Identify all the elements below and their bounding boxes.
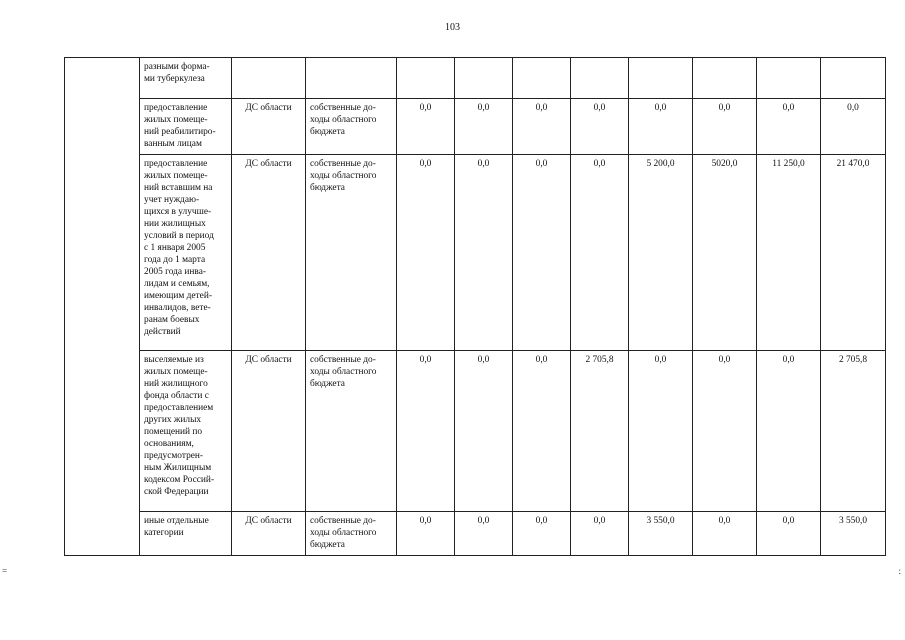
value-cell: 0,0 <box>397 155 455 351</box>
value-cell: 0,0 <box>757 99 821 155</box>
value-cell: 0,0 <box>693 99 757 155</box>
table-row <box>65 155 886 351</box>
value-cell: 0,0 <box>693 512 757 556</box>
activity-name-cell: иные отдельные категории <box>140 512 232 556</box>
table-body <box>65 58 886 556</box>
merged-number-cell <box>65 58 140 556</box>
value-cell <box>571 58 629 99</box>
value-cell: 0,0 <box>397 99 455 155</box>
value-cell: 0,0 <box>513 351 571 512</box>
right-edge-mark: : <box>898 566 901 576</box>
value-cell: 0,0 <box>455 155 513 351</box>
budget-table <box>64 57 886 556</box>
value-cell: 0,0 <box>821 99 886 155</box>
activity-name-cell: разными форма- ми туберкулеза <box>140 58 232 99</box>
funding-source-cell: собственные до- ходы областного бюджета <box>306 155 397 351</box>
value-cell: 0,0 <box>397 351 455 512</box>
funding-source-cell: собственные до- ходы областного бюджета <box>306 351 397 512</box>
value-cell: 11 250,0 <box>757 155 821 351</box>
value-cell: 0,0 <box>455 351 513 512</box>
value-cell <box>821 58 886 99</box>
funding-source-cell <box>306 58 397 99</box>
value-cell: 2 705,8 <box>821 351 886 512</box>
value-cell: 0,0 <box>513 512 571 556</box>
value-cell: 2 705,8 <box>571 351 629 512</box>
value-cell: 0,0 <box>455 99 513 155</box>
value-cell: 0,0 <box>629 351 693 512</box>
executor-cell: ДС области <box>232 512 306 556</box>
value-cell: 3 550,0 <box>821 512 886 556</box>
value-cell: 5 200,0 <box>629 155 693 351</box>
value-cell: 0,0 <box>513 99 571 155</box>
value-cell <box>397 58 455 99</box>
table-row <box>65 99 886 155</box>
table-row <box>65 512 886 556</box>
table-row <box>65 351 886 512</box>
value-cell: 3 550,0 <box>629 512 693 556</box>
value-cell: 0,0 <box>571 99 629 155</box>
activity-name-cell: выселяемые из жилых помеще- ний жилищного фонда области с предоставлением других жилых помещений по основаниям, предусмотрен- ным Жилищным кодексом Россий- ской Федерации <box>140 351 232 512</box>
value-cell: 0,0 <box>571 512 629 556</box>
activity-name-cell: предоставление жилых помеще- ний реабилитиро- ванным лицам <box>140 99 232 155</box>
table-row <box>65 58 886 99</box>
value-cell: 0,0 <box>571 155 629 351</box>
value-cell <box>513 58 571 99</box>
value-cell: 0,0 <box>757 512 821 556</box>
value-cell: 0,0 <box>455 512 513 556</box>
funding-source-cell: собственные до- ходы областного бюджета <box>306 512 397 556</box>
executor-cell: ДС области <box>232 155 306 351</box>
executor-cell <box>232 58 306 99</box>
value-cell: 0,0 <box>693 351 757 512</box>
value-cell: 0,0 <box>629 99 693 155</box>
value-cell: 5020,0 <box>693 155 757 351</box>
value-cell <box>455 58 513 99</box>
value-cell: 0,0 <box>513 155 571 351</box>
value-cell <box>757 58 821 99</box>
value-cell: 0,0 <box>757 351 821 512</box>
executor-cell: ДС области <box>232 351 306 512</box>
left-edge-mark: = <box>2 566 8 576</box>
funding-source-cell: собственные до- ходы областного бюджета <box>306 99 397 155</box>
value-cell <box>693 58 757 99</box>
executor-cell: ДС области <box>232 99 306 155</box>
value-cell: 21 470,0 <box>821 155 886 351</box>
value-cell <box>629 58 693 99</box>
page-number: 103 <box>445 22 460 33</box>
activity-name-cell: предоставление жилых помеще- ний вставшим на учет нуждаю- щихся в улучше- нии жилищных условий в период с 1 января 2005 года до 1 марта 2005 года инва- лидам и семьям, имеющим детей- инвалидов, вете- ранам боевых действий <box>140 155 232 351</box>
value-cell: 0,0 <box>397 512 455 556</box>
